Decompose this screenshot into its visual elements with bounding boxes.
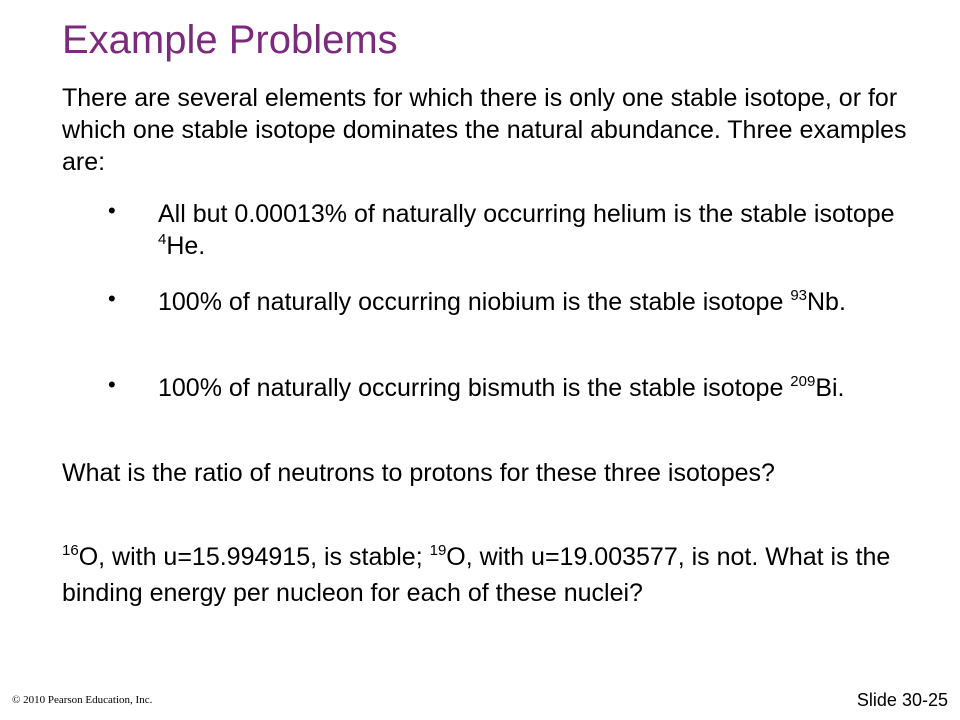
bullet-marker-3: • (108, 372, 116, 397)
question-2-part-1: O, with u=15.994915, is stable; (78, 543, 430, 571)
bullet-item-2-symbol: Nb. (807, 288, 846, 316)
question-2-mass-number-2: 19 (429, 542, 447, 559)
question-2-part-2: O, with u=19.003577, is not. What is the binding energy per nucleon for each of these nuclei? (62, 543, 891, 607)
question-2-mass-number-1: 16 (62, 542, 79, 559)
bullet-item-1-mass-number: 4 (158, 231, 167, 248)
bullet-item-3 (158, 372, 918, 408)
slide-number: Slide 30-25 (856, 690, 948, 710)
bullet-item-1 (158, 198, 918, 266)
bullet-item-3-mass-number: 209 (790, 373, 816, 390)
page-title: Example Problems (62, 18, 398, 62)
copyright-footer: © 2010 Pearson Education, Inc. (12, 694, 153, 706)
question-2-paragraph (62, 541, 912, 609)
bullet-item-2-text: 100% of naturally occurring niobium is the stable isotope (158, 288, 791, 316)
bullet-item-1-symbol: He. (166, 232, 206, 260)
bullet-item-2-mass-number: 93 (790, 287, 807, 304)
question-1-paragraph: What is the ratio of neutrons to protons for these three isotopes? (62, 459, 775, 487)
bullet-marker-2: • (108, 286, 116, 311)
bullet-item-3-text: 100% of naturally occurring bismuth is the stable isotope (158, 374, 791, 402)
intro-paragraph: There are several elements for which there is only one stable isotope, or for which one stable isotope dominates the natural abundance. Three examples are: (62, 84, 907, 176)
bullet-marker-1: • (108, 198, 116, 223)
bullet-item-1-text: All but 0.00013% of naturally occurring helium is the stable isotope (158, 200, 895, 228)
bullet-item-3-symbol: Bi. (815, 374, 845, 402)
bullet-item-2 (158, 286, 918, 322)
